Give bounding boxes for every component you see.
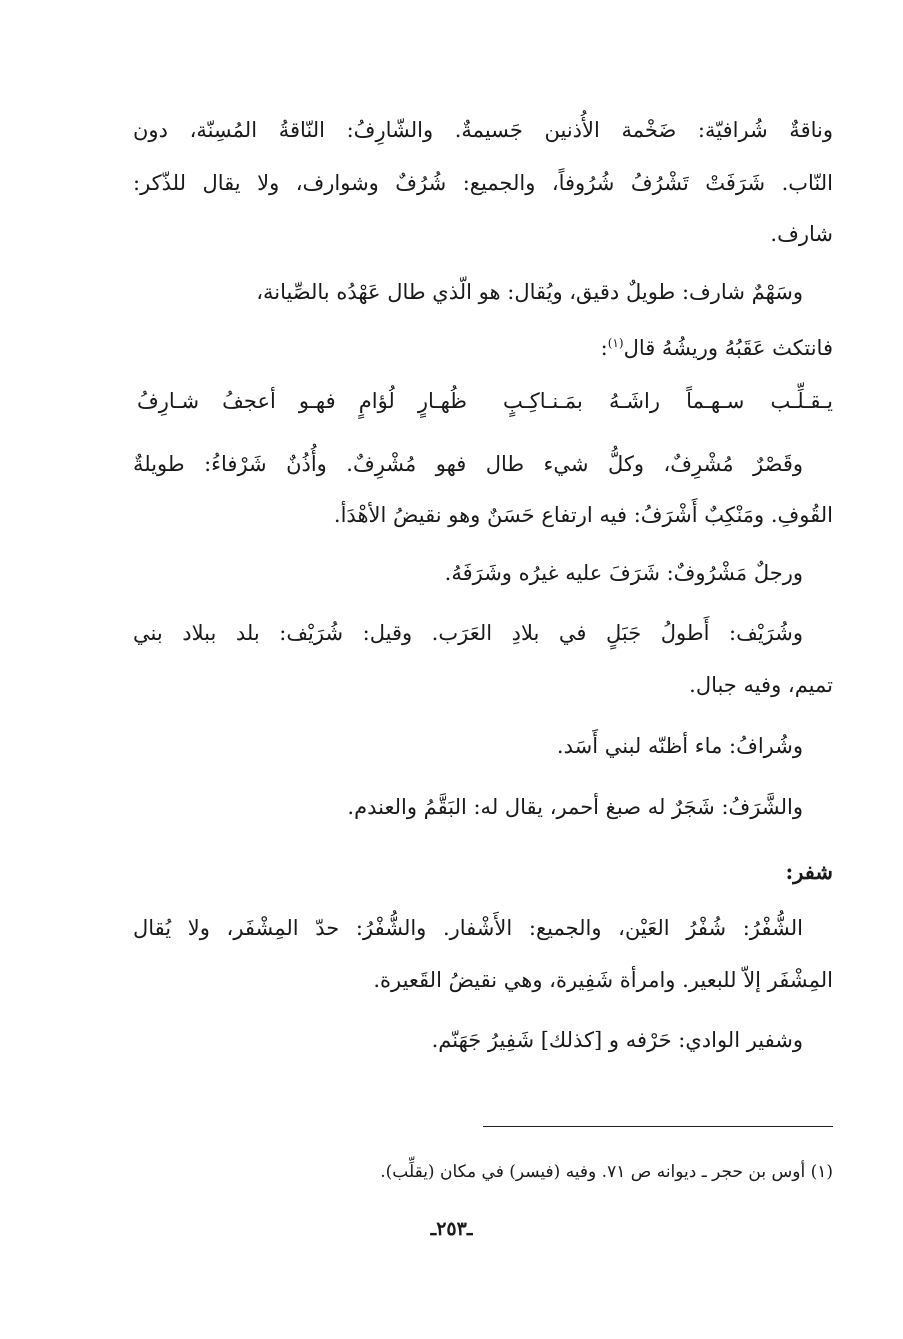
text-line: وشُرَيْف: أَطولُ جَبَلٍ في بلادِ العَرَب. وقيل: شُرَيْف: بلد ببلاد بني: [133, 621, 803, 645]
page-number: ـ٢٥٣ـ: [430, 1218, 473, 1240]
text-line: وسَهْمٌ شارف: طويلٌ دقيق، ويُقال: هو الّذي طال عَهْدُه بالصِّيانة،: [256, 280, 803, 304]
entry-heading: شفر:: [785, 859, 833, 884]
footnote-ref: (١): [607, 336, 624, 350]
verse-second-hemistich: ظُهـارٍ لُؤامٍ فهـو أعجفُ شـارِفُ: [137, 389, 467, 413]
footnote: (١) أوس بن حجر ـ ديوانه ص ٧١. وفيه (فيسر) في مكان (يقلِّب).: [380, 1162, 833, 1182]
line-punct: :: [600, 336, 608, 360]
text-line: ورجلٌ مَشْرُوفٌ: شَرَفَ عليه غيرُه وشَرَفَهُ.: [444, 561, 803, 585]
text-line: وشُرافُ: ماء أظنّه لبني أَسَد.: [556, 734, 803, 758]
text-line: القُوفِ. ومَنْكِبٌ أَشْرَفُ: فيه ارتفاع حَسَنٌ وهو نقيضُ الأهْدَأ.: [333, 503, 833, 527]
text-line: تميم، وفيه جبال.: [689, 673, 833, 697]
verse-first-hemistich: يـقـلِّـب سـهـماً راشَـهُ بمَـنـاكِـبٍ: [503, 389, 833, 413]
text-line: وناقةٌ شُرافيّة: ضَخْمة الأُذنين جَسيمةٌ. والشّارِفُ: النّاقةُ المُسِنّة، دون: [133, 118, 833, 142]
line-text: فانتكث عَقَبُهُ وريشُهُ قال: [623, 336, 833, 360]
text-line: الشُّفْرُ: شُفْرُ العَيْن، والجميع: الأَشْفار. والشُّفْرُ: حدّ المِشْفَر، ولا يُقال: [133, 916, 803, 940]
text-line: [601, 323, 833, 363]
text-line: النّاب. شَرَفَتْ تَشْرُفُ شُرُوفاً، والجميع: شُرُفٌ وشوارف، ولا يقال للذّكر:: [133, 171, 833, 195]
text-line: المِشْفَر إلاّ للبعير. وامرأة شَفِيرة، وهي نقيضُ القَعيرة.: [373, 968, 833, 992]
text-line: والشَّرَفُ: شَجَرٌ له صبغ أحمر، يقال له: البَقَّمُ والعندم.: [347, 795, 803, 819]
footnote-divider: [483, 1126, 833, 1127]
text-line: شارف.: [770, 222, 833, 246]
text-line: وقَصْرٌ مُشْرِفٌ، وكلُّ شيء طال فهو مُشْرِفٌ. وأُذُنٌ شَرْفاءُ: طويلةٌ: [133, 452, 803, 476]
text-line: وشفير الوادي: حَرْفه و [كذلك] شَفِيرُ جَهَنّم.: [431, 1028, 803, 1052]
